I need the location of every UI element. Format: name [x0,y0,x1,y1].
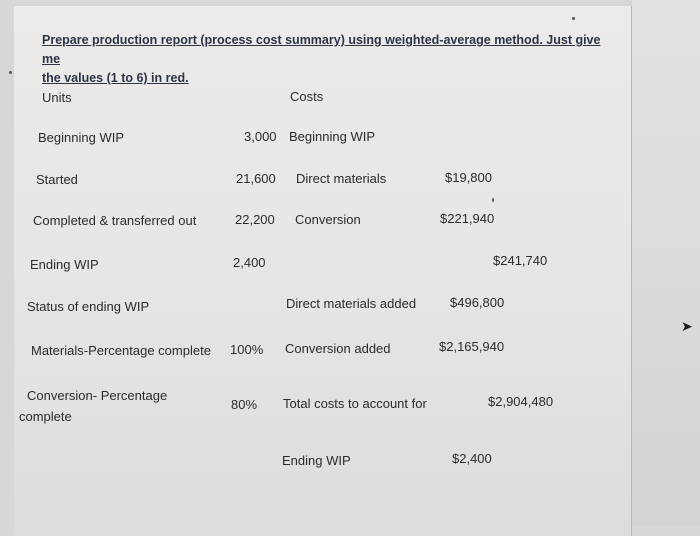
heading-line-1: Prepare production report (process cost summary) using weighted-average method. Just give me [42,33,601,66]
units-conversion-pct-value: 80% [231,397,258,412]
costs-conv-added-label: Conversion added [285,341,391,356]
costs-dm-added-label: Direct materials added [286,296,417,311]
costs-total-label: Total costs to account for [283,396,427,411]
units-conversion-pct-label-line2: complete [19,409,72,424]
costs-conversion-label: Conversion [295,212,361,227]
costs-direct-materials-label: Direct materials [296,171,387,186]
mouse-cursor-icon: ➤ [681,318,693,334]
units-completed-value: 22,200 [235,212,275,227]
costs-ending-wip-label: Ending WIP [282,453,351,468]
units-column-header: Units [42,90,72,105]
costs-beginning-total-value: $241,740 [493,253,548,268]
units-beginning-wip-label: Beginning WIP [38,130,124,145]
costs-direct-materials-value: $19,800 [445,170,492,185]
units-conversion-pct-label-line1: Conversion- Percentage [27,388,168,403]
units-materials-pct-label: Materials-Percentage complete [31,343,211,358]
costs-conv-added-value: $2,165,940 [439,339,505,354]
heading-line-2: the values (1 to 6) in red. [42,71,189,85]
dust-speck [572,17,575,20]
units-completed-label: Completed & transferred out [33,213,197,228]
background-strip [632,0,700,526]
units-ending-wip-value: 2,400 [233,255,266,270]
units-started-label: Started [36,172,78,187]
units-started-value: 21,600 [236,171,276,186]
costs-ending-wip-value: $2,400 [452,451,492,466]
dust-speck [9,71,12,74]
units-beginning-wip-value: 3,000 [244,129,277,144]
units-materials-pct-value: 100% [230,342,264,357]
costs-dm-added-value: $496,800 [450,295,505,310]
costs-beginning-wip-label: Beginning WIP [289,129,375,144]
units-ending-wip-label: Ending WIP [30,257,99,272]
costs-total-value: $2,904,480 [488,394,554,409]
dust-speck [492,198,494,202]
costs-conversion-value: $221,940 [440,211,495,226]
costs-column-header: Costs [290,89,324,104]
units-status-label: Status of ending WIP [27,299,150,314]
page-heading [42,31,602,88]
